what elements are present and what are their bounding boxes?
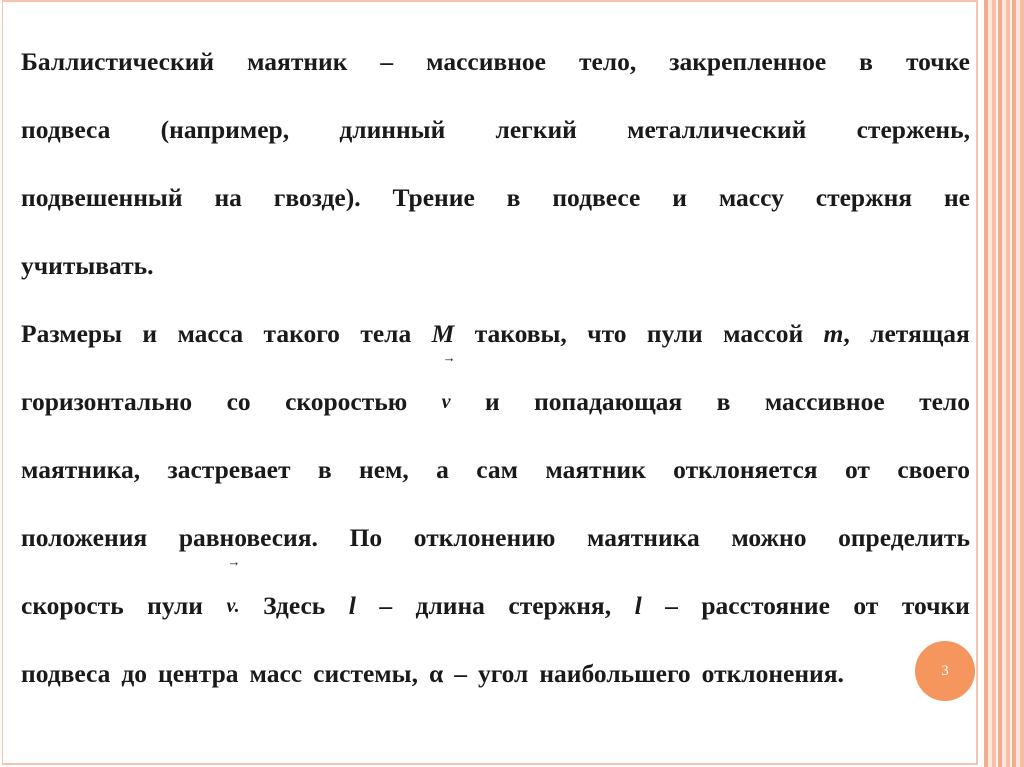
word: отклоняется [673,455,818,484]
word: массу [718,183,784,212]
word: до [121,659,148,688]
word: Трение [392,183,475,212]
symbol-mass-m-group [824,300,850,368]
period: . [234,595,240,617]
word: в [859,47,873,76]
word: пули [646,319,703,348]
symbol-mass-m: m [823,319,844,348]
word: металлический [627,115,807,144]
word: отклонения. [701,659,844,688]
word: расстояние [701,591,830,620]
word: массой [723,319,804,348]
word: гвозде). [273,183,361,212]
word: горизонтально [21,387,193,416]
word: длинный [339,115,446,144]
word: Баллистический [21,47,215,76]
text-line-6 [21,350,970,436]
word: – [665,591,678,620]
slide-text [21,28,970,708]
word: маятника, [21,455,141,484]
symbol-alpha: α [428,659,444,688]
text-line-2 [21,96,970,164]
word: и [672,183,687,212]
word: скоростью [285,387,408,416]
word: (например, [160,115,290,144]
word: со [226,387,251,416]
word: и [484,387,500,416]
word: маятник [545,455,646,484]
word: системы, [313,659,418,688]
word: от [853,591,879,620]
word: тело, [578,47,637,76]
word: тело [919,387,970,416]
word: маятник [247,47,348,76]
text-line-10 [21,640,970,708]
word: положения [21,523,148,552]
word: точке [905,47,970,76]
word: и [142,319,158,348]
symbol-v: v [441,391,451,413]
vector-arrow: → [227,554,241,569]
word: точки [901,591,970,620]
word: отклонению [413,523,556,552]
text-line-1 [21,28,970,96]
word: нем, [359,455,409,484]
word: что [587,319,627,348]
word: угол [477,659,529,688]
word: скорость [21,591,124,620]
vector-arrow: → [442,350,456,365]
word: на [214,183,242,212]
text-line-7 [21,436,970,504]
symbol-l: l [348,591,356,620]
word: а [436,455,449,484]
text-line-8 [21,504,970,572]
word: своего [897,455,970,484]
word: можно [731,523,807,552]
word: в [317,455,332,484]
word: – [379,591,393,620]
word: масс [249,659,303,688]
velocity-vector-symbol [226,554,241,640]
comma: , [843,319,850,348]
word: равновесия. [178,523,318,552]
word: тела [360,319,412,348]
word: массивное [764,387,885,416]
word: центра [158,659,239,688]
word: от [844,455,870,484]
word: таковы, [474,319,567,348]
word: учитывать. [21,251,154,280]
word: подвесе [552,183,641,212]
word: закрепленное [669,47,827,76]
word: масса [177,319,244,348]
word: в [716,387,731,416]
text-line-4 [21,232,970,300]
symbol-mass-M: M [431,319,455,348]
word: в [506,183,521,212]
word: застревает [167,455,291,484]
word: определить [838,523,970,552]
word: не [943,183,970,212]
word: подвеса [21,115,111,144]
word: По [349,523,383,552]
word: стержня, [508,591,612,620]
velocity-vector-symbol [441,350,456,436]
word: стержня [815,183,913,212]
text-line-3 [21,164,970,232]
decorative-stripes [984,0,1024,767]
word: – [454,659,467,688]
word: наибольшего [539,659,691,688]
word: Здесь [263,591,326,620]
text-line-5 [21,300,970,368]
word: сам [476,455,519,484]
text-line-9 [21,554,970,640]
word: пули [147,591,203,620]
word: длина [415,591,485,620]
symbol-v: v [226,595,235,617]
word: массивное [426,47,546,76]
word: летящая [870,319,970,348]
word: подвеса [21,659,111,688]
word: Размеры [21,319,122,348]
word: такого [263,319,340,348]
word: маятника [587,523,700,552]
word: – [380,47,394,76]
word: легкий [495,115,577,144]
symbol-l: l [634,591,642,620]
word: подвешенный [21,183,183,212]
word: стержень, [856,115,970,144]
page-number-badge: 3 [915,641,975,701]
word: попадающая [534,387,683,416]
